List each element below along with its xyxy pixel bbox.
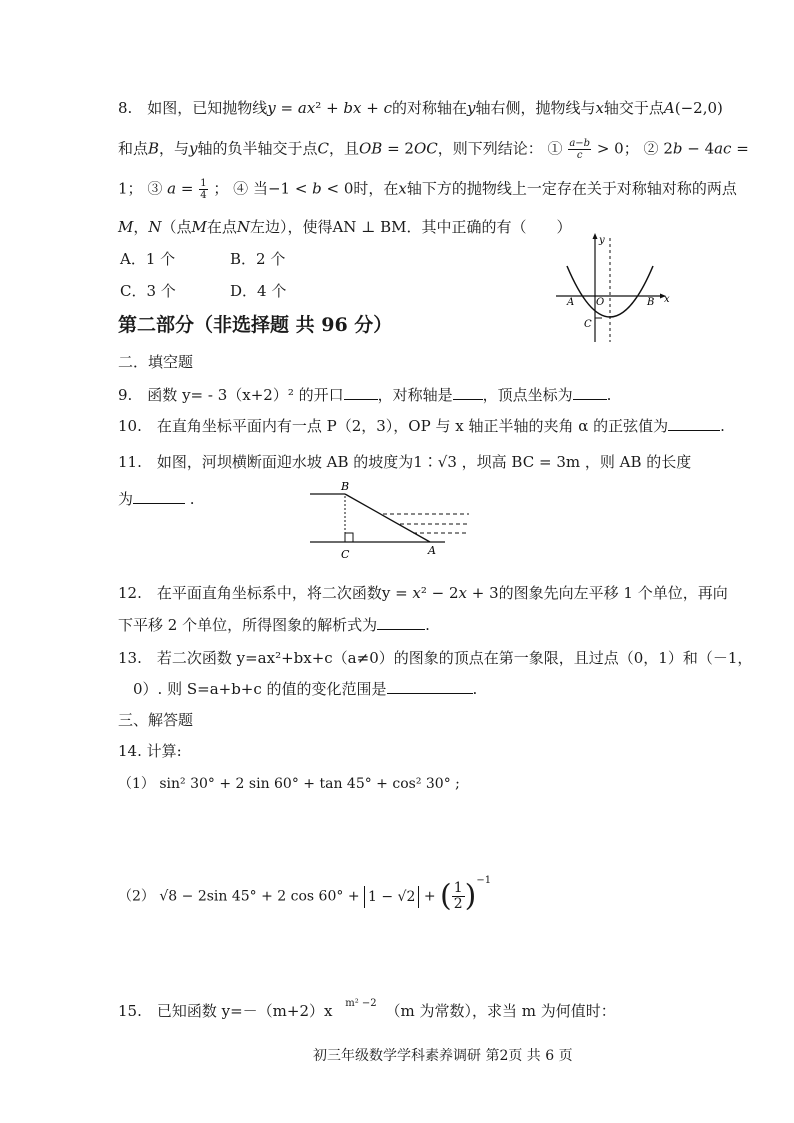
q8-fraction bbox=[568, 138, 591, 161]
q9-blank-1[interactable] bbox=[344, 385, 378, 400]
q8-fraction-quarter bbox=[199, 178, 207, 201]
q12-line2-end: . bbox=[425, 616, 430, 634]
section-solve: 三、解答题 bbox=[118, 711, 194, 729]
q14-half-den: 2 bbox=[453, 896, 463, 913]
q11-line2-pre: 为 bbox=[118, 490, 134, 508]
q9-a: 9. 函数 y= - 3（x+2）² 的开口 bbox=[118, 386, 344, 404]
q12-line2-pre: 下平移 2 个单位，所得图象的解析式为 bbox=[118, 616, 378, 634]
q14-rparen: ) bbox=[464, 878, 477, 914]
q8-option-c: C．3 个 bbox=[120, 282, 176, 300]
q9 bbox=[118, 385, 611, 405]
q14-part2 bbox=[118, 873, 491, 913]
q8-line3 bbox=[118, 178, 737, 201]
q14-part1: （1） sin² 30° + 2 sin 60° + tan 45° + cos² 30° ; bbox=[118, 776, 460, 792]
q11-dam-figure bbox=[305, 478, 475, 568]
q15-exponent: m² −2 bbox=[345, 998, 377, 1009]
q8-line1: 8. 如图，已知抛物线𝑦 = 𝑎𝑥² + 𝑏𝑥 + 𝑐的对称轴在𝑦轴右侧，抛物线与𝑥轴交于点𝐴(−2,0) bbox=[118, 99, 723, 117]
q8-circle-4: ④ bbox=[233, 179, 249, 198]
q9-d: . bbox=[606, 386, 612, 404]
slope-ab bbox=[345, 494, 430, 542]
q8-line3-pre: 1； bbox=[118, 179, 143, 198]
parabola-curve bbox=[567, 266, 653, 317]
q12-line1: 12. 在平面直角坐标系中，将二次函数y = 𝑥² − 2𝑥 + 3的图象先向左平移 1 个单位，再向 bbox=[118, 584, 728, 602]
q11-blank[interactable] bbox=[133, 489, 185, 504]
q14-half bbox=[452, 881, 465, 912]
q8-fraction-den: c bbox=[576, 150, 583, 161]
q15 bbox=[118, 998, 616, 1021]
q8-line3-end: 当−1 < 𝑏 < 0时，在𝑥轴下方的抛物线上一定存在关于对称轴对称的两点 bbox=[252, 179, 737, 198]
q9-b: ，对称轴是 bbox=[377, 386, 453, 404]
part2-heading: 第二部分（非选择题 共 96 分） bbox=[118, 314, 393, 336]
q8-line4: 𝑀，𝑁（点𝑀在点𝑁左边），使得AN ⊥ BM．其中正确的有（ ） bbox=[118, 218, 572, 236]
q10 bbox=[118, 416, 725, 436]
q12-line2 bbox=[118, 615, 430, 635]
q8-circle-3: ③ bbox=[147, 179, 163, 198]
q15-text: 15. 已知函数 y=－（m+2）x bbox=[118, 1002, 333, 1020]
q14-plus: + bbox=[419, 888, 441, 905]
q8-line3-mid: ； bbox=[213, 179, 229, 198]
q8-fraction-quarter-num: 1 bbox=[200, 178, 207, 189]
q8-option-a: A．1 个 bbox=[120, 250, 176, 268]
q10-end: . bbox=[720, 417, 725, 435]
q8-parabola-figure bbox=[550, 230, 675, 345]
label-c: C bbox=[584, 319, 592, 330]
q8-circle-1: ① bbox=[547, 139, 563, 158]
y-axis-arrow bbox=[593, 233, 598, 239]
label-b: B bbox=[341, 480, 350, 493]
q14-exponent: −1 bbox=[476, 875, 492, 886]
q14-half-num: 1 bbox=[453, 880, 463, 897]
label-c: C bbox=[341, 548, 350, 561]
q9-c: ，顶点坐标为 bbox=[482, 386, 573, 404]
q11-line2-end: . bbox=[185, 490, 195, 508]
q14-title: 14. 计算: bbox=[118, 742, 182, 760]
label-x: x bbox=[664, 294, 670, 305]
q13-line1: 13. 若二次函数 y=ax²+bx+c（a≠0）的图象的顶点在第一象限，且过点（0，1）和（－1， bbox=[118, 649, 753, 667]
q8-line2-pre: 和点𝐵，与𝑦轴的负半轴交于点𝐶，且𝑂𝐵 = 2𝑂𝐶，则下列结论： bbox=[118, 139, 543, 158]
q12-blank[interactable] bbox=[377, 615, 425, 630]
q13-blank[interactable] bbox=[387, 679, 473, 694]
label-y: y bbox=[599, 235, 605, 246]
q8-line2 bbox=[118, 138, 749, 161]
q8-option-b: B．2 个 bbox=[230, 250, 286, 268]
label-o: O bbox=[596, 297, 605, 308]
q8-circle-2: ② bbox=[643, 139, 659, 158]
q15-end: （m 为常数），求当 m 为何值时： bbox=[385, 1002, 616, 1020]
label-a: A bbox=[428, 544, 436, 557]
q13-line2-pre: 0）. 则 S=a+b+c 的值的变化范围是 bbox=[133, 680, 387, 698]
q13-line2-end: . bbox=[472, 680, 478, 698]
q14-abs-value: 1 − √2 bbox=[364, 886, 419, 908]
label-a: A bbox=[567, 297, 575, 308]
q10-text: 10. 在直角坐标平面内有一点 P（2，3），OP 与 x 轴正半轴的夹角 α 的正弦值为 bbox=[118, 417, 669, 435]
right-angle-mark bbox=[345, 533, 353, 542]
q8-line2-mid: > 0； bbox=[596, 139, 639, 158]
q9-blank-3[interactable] bbox=[573, 385, 607, 400]
q8-option-d: D．4 个 bbox=[230, 282, 287, 300]
q13-line2 bbox=[133, 679, 477, 699]
q11-line2 bbox=[118, 489, 195, 509]
q10-blank[interactable] bbox=[668, 416, 720, 431]
q14-part2-pre: （2） √8 − 2sin 45° + 2 cos 60° + bbox=[118, 888, 365, 905]
page-footer: 初三年级数学学科素养调研 第2页 共 6 页 bbox=[313, 1048, 573, 1064]
q11-line1: 11. 如图，河坝横断面迎水坡 AB 的坡度为1∶√3 ，坝高 BC = 3m ，则 AB 的长度 bbox=[118, 453, 692, 471]
q14-lparen: ( bbox=[440, 878, 452, 914]
q8-fraction-quarter-den: 4 bbox=[200, 190, 207, 201]
q8-line2-end: 2𝑏 − 4𝑎𝑐 = bbox=[663, 139, 749, 158]
q8-fraction-num: a−b bbox=[569, 138, 591, 149]
q8-line3-a: 𝑎 = bbox=[167, 179, 194, 198]
label-b: B bbox=[647, 297, 655, 308]
q9-blank-2[interactable] bbox=[453, 385, 483, 400]
section-fill-blank: 二．填空题 bbox=[118, 353, 194, 371]
